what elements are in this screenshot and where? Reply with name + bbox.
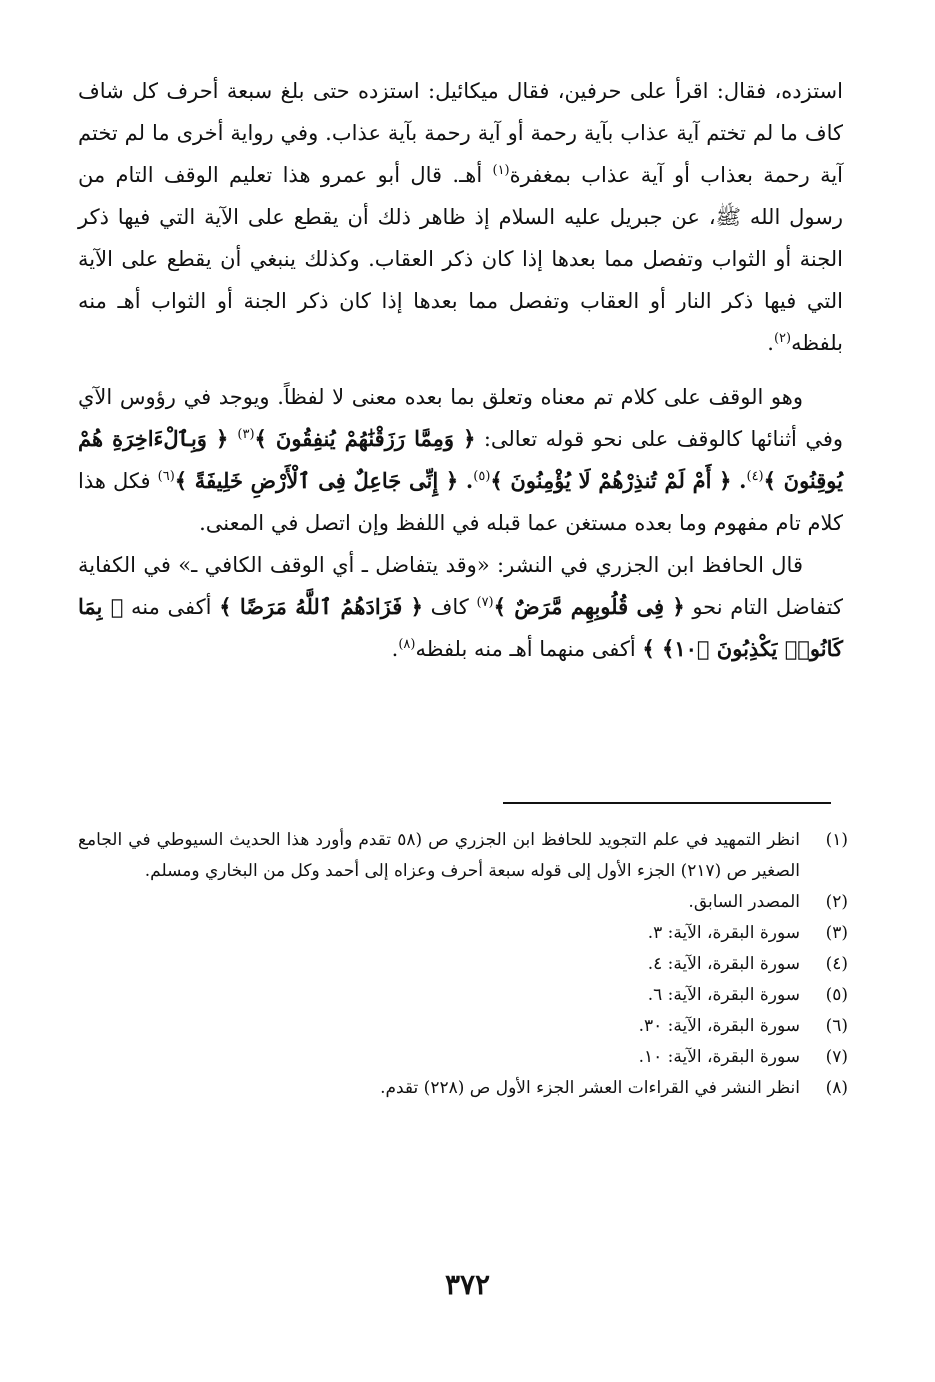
footnote-number: (٦) bbox=[825, 1016, 848, 1036]
footnote-number: (٨) bbox=[825, 1078, 848, 1098]
main-text bbox=[78, 70, 843, 670]
quran-verse: . ﴿ إِنِّى جَاعِلٌ فِى ٱلْأَرْضِ خَلِيفَةً ﴾ bbox=[174, 468, 474, 493]
footnote-ref: (٧) bbox=[476, 595, 494, 610]
footnote-ref: (٤) bbox=[746, 469, 764, 484]
footnote-text: سورة البقرة، الآية: ٣. bbox=[647, 923, 800, 943]
footnote-text: سورة البقرة، الآية: ٦. bbox=[647, 985, 800, 1005]
footnote-number: (٣) bbox=[825, 923, 848, 943]
page-number: ٣٧٢ bbox=[444, 1268, 491, 1301]
quran-verse: . ﴿ أَمْ لَمْ تُنذِرْهُمْ لَا يُؤْمِنُونَ ﴾ bbox=[490, 468, 747, 493]
footnote-item bbox=[78, 1042, 848, 1073]
paragraph-text: أكفى منهما أهـ منه بلفظه bbox=[415, 637, 643, 661]
footnote-ref: (٥) bbox=[473, 469, 491, 484]
footnotes bbox=[78, 825, 848, 1104]
paragraph-text: استزده، فقال: اقرأ على حرفين، فقال ميكائيل: استزده حتى بلغ سبعة أحرف كل شاف كاف ما لم تختم آية عذاب بآية رحمة أو آية رحمة بآية عذاب. وفي رواية أخرى ما لم تختم آية رحمة بعذاب أو آية عذاب بمغفرة bbox=[78, 79, 844, 187]
footnote-number: (٧) bbox=[825, 1047, 848, 1067]
footnote-item bbox=[78, 980, 848, 1011]
quran-verse: ﴿ وَمِمَّا رَزَقْنَٰهُمْ يُنفِقُونَ ﴾ bbox=[254, 426, 476, 451]
footnote-item bbox=[78, 949, 848, 980]
footnote-ref: (٣) bbox=[237, 427, 255, 442]
footnote-number: (١) bbox=[825, 830, 848, 850]
footnote-item bbox=[78, 825, 848, 887]
paragraph-text: وهو الوقف على كلام تم معناه وتعلق بما بعده معنى لا لفظاً. ويوجد في رؤوس الآي وفي أثنائها كالوقف على نحو قوله تعالى: bbox=[78, 385, 844, 451]
quran-verse: ﴿ وَبِٱلْءَاخِرَةِ هُمْ يُوقِنُونَ ﴾ bbox=[78, 426, 843, 493]
footnote-item bbox=[78, 1073, 848, 1104]
footnote-number: (٤) bbox=[825, 954, 848, 974]
footnote-ref: (٢) bbox=[773, 331, 792, 346]
paragraph-text: أهـ. قال أبو عمرو هذا تعليم الوقف التام من رسول الله ﷺ، عن جبريل عليه السلام إذ ظاهر ذلك أن يقطع على الآية التي فيها ذكر الجنة أو الثواب وتفصل مما بعدها إذا كان ذكر العقاب. وكذلك ينبغي أن يقطع على الآية التي فيها ذكر النار أو العقاب وتفصل مما بعدها إذا كان ذكر الجنة أو الثواب أهـ منه بلفظه bbox=[78, 163, 843, 355]
paragraph-text: كاف bbox=[422, 595, 477, 619]
footnote-ref: (١) bbox=[492, 163, 510, 178]
footnote-item bbox=[78, 918, 848, 949]
paragraph-definition bbox=[78, 376, 843, 544]
paragraph-end: . bbox=[391, 637, 399, 661]
paragraph-hadith-continuation bbox=[78, 70, 843, 364]
paragraph-text: أكفى منه bbox=[123, 595, 220, 619]
footnote-divider bbox=[503, 802, 831, 804]
paragraph-text: فكل هذا كلام تام مفهوم وما بعده مستغن عما قبله في اللفظ وإن اتصل في المعنى. bbox=[78, 469, 843, 535]
quran-verse: ﴿ بِمَا كَانُوا۟ يَكْذِبُونَ ﴿١٠﴾ ﴾ bbox=[78, 594, 843, 661]
footnote-text: المصدر السابق. bbox=[688, 892, 800, 912]
footnote-number: (٥) bbox=[825, 985, 848, 1005]
footnote-item bbox=[78, 1011, 848, 1042]
footnote-text: سورة البقرة، الآية: ٤. bbox=[647, 954, 800, 974]
paragraph-end: . bbox=[767, 331, 774, 355]
paragraph-ibn-jazari-quote bbox=[78, 544, 843, 670]
quran-verse: ﴿ فَزَادَهُمُ ٱللَّهُ مَرَضًا ﴾ bbox=[219, 594, 423, 619]
paragraph-text: قال الحافظ ابن الجزري في النشر: «وقد يتفاضل ـ أي الوقف الكافي ـ» في الكفاية كتفاضل التام نحو bbox=[78, 553, 844, 619]
footnote-ref: (٦) bbox=[157, 469, 175, 484]
footnote-text: انظر النشر في القراءات العشر الجزء الأول ص (٢٢٨) تقدم. bbox=[380, 1078, 800, 1098]
footnote-text: سورة البقرة، الآية: ١٠. bbox=[638, 1047, 800, 1067]
footnote-ref: (٨) bbox=[398, 637, 416, 652]
footnote-text: انظر التمهيد في علم التجويد للحافظ ابن الجزري ص (٥٨ تقدم وأورد هذا الحديث السيوطي في الجامع الصغير ص (٢١٧) الجزء الأول إلى قوله سبعة أحرف وعزاه إلى أحمد وكل من البخاري ومسلم. bbox=[78, 830, 800, 881]
footnote-text: سورة البقرة، الآية: ٣٠. bbox=[638, 1016, 800, 1036]
footnote-item bbox=[78, 887, 848, 918]
quran-verse: ﴿ فِى قُلُوبِهِم مَّرَضٌ ﴾ bbox=[493, 594, 685, 619]
footnote-number: (٢) bbox=[825, 892, 848, 912]
